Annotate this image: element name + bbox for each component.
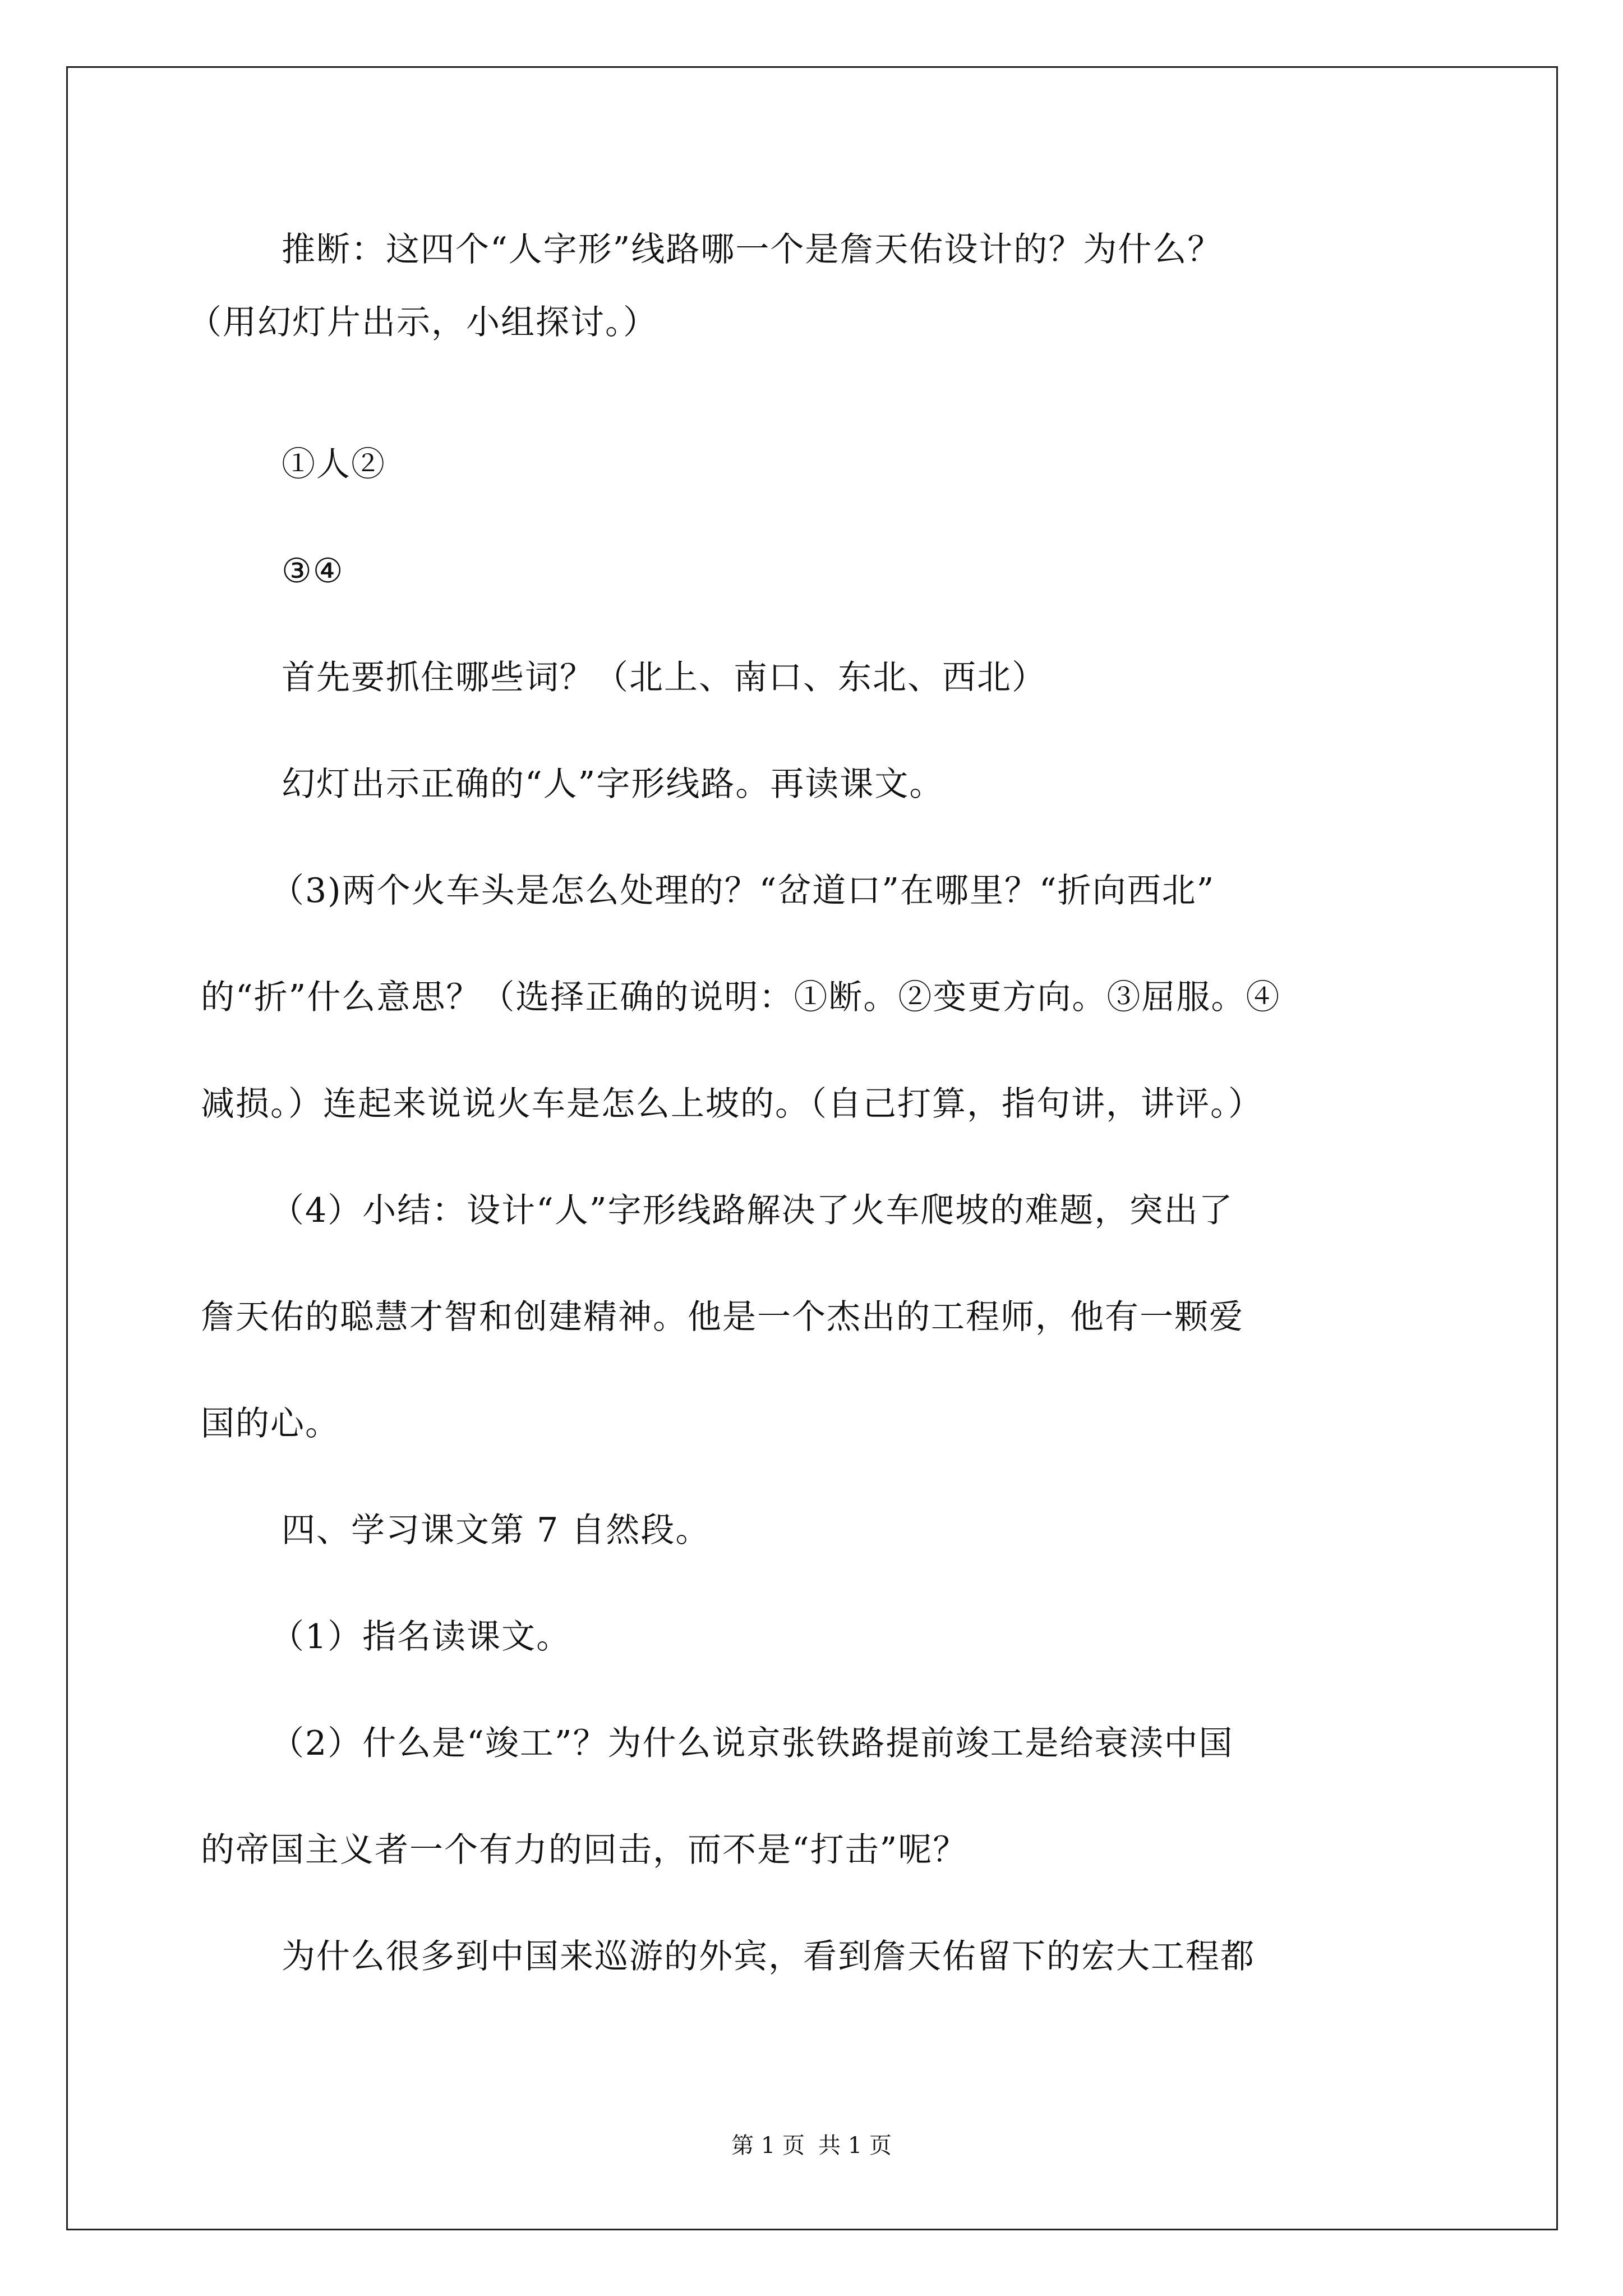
text-line: 推断：这四个“人字形”线路哪一个是詹天佑设计的？为什么？ [282,230,1223,269]
text-line: （4）小结：设计“人”字形线路解决了火车爬坡的难题，突出了 [270,1191,1234,1230]
page-border [66,66,1558,2230]
text-line: 幻灯出示正确的“人”字形线路。再读课文。 [282,765,944,804]
text-line: （2）什么是“竣工”？为什么说京张铁路提前竣工是给衰渎中国 [270,1724,1234,1763]
text-line: ①人② [282,445,386,484]
text-line: 的帝国主义者一个有力的回击，而不是“打击”呢？ [201,1830,968,1870]
text-line: ③④ [282,551,344,591]
text-line: 首先要抓住哪些词？（北上、南口、东北、西北） [282,658,1046,697]
text-line: 为什么很多到中国来巡游的外宾，看到詹天佑留下的宏大工程都 [282,1937,1255,1976]
page-number-total: 共 1 页 [818,2133,892,2159]
text-line: 詹天佑的聪慧才智和创建精神。他是一个杰出的工程师，他有一颗爱 [201,1297,1244,1337]
text-line: （1）指名读课文。 [270,1617,571,1657]
text-line: 四、学习课文第 7 自然段。 [282,1511,711,1550]
text-line: 国的心。 [201,1404,340,1443]
text-line: 减损。）连起来说说火车是怎么上坡的。（自己打算，指句讲，讲评。） [201,1084,1263,1124]
text-line: 的“折”什么意思？（选择正确的说明：①断。②变更方向。③屈服。④ [201,978,1281,1017]
text-line: （3)两个火车头是怎么处理的？“岔道口”在哪里？“折向西北” [270,871,1215,910]
page-number-current: 第 1 页 [731,2133,805,2159]
page-footer [0,2132,1623,2160]
text-line: （用幻灯片出示，小组探讨。） [188,303,658,342]
